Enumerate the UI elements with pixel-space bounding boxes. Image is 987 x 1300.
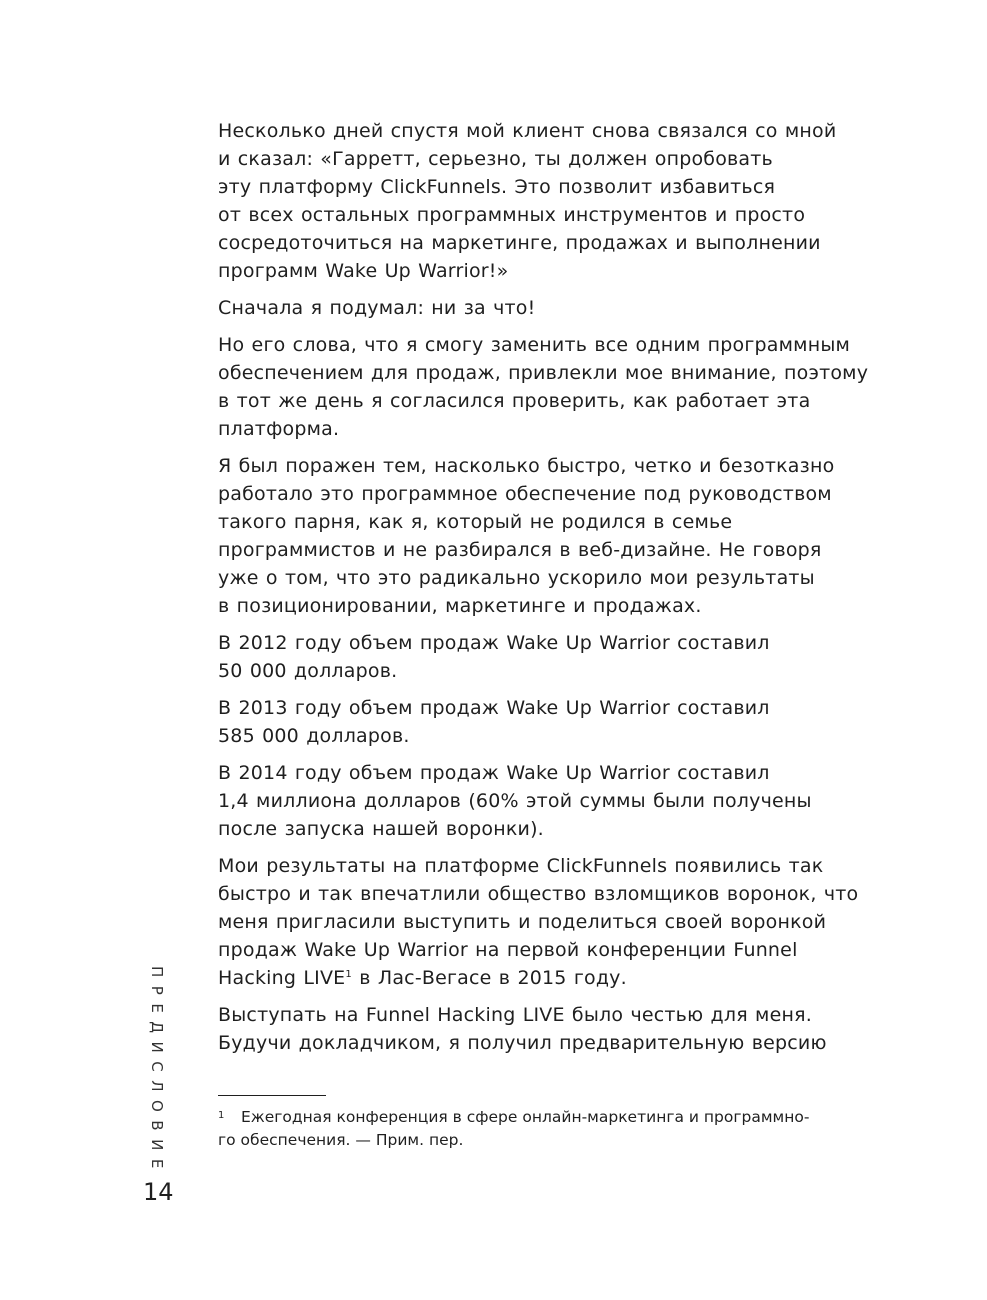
text-line: 585 000 долларов.	[218, 725, 410, 747]
paragraph	[218, 331, 868, 443]
text-line: Мои результаты на платформе ClickFunnels появились так	[218, 855, 824, 877]
text-line: в позиционировании, маркетинге и продажах.	[218, 595, 702, 617]
text-line: 1,4 миллиона долларов (60% этой суммы были получены	[218, 790, 812, 812]
text-line: Я был поражен тем, насколько быстро, четко и безотказно	[218, 455, 835, 477]
text-line: платформа.	[218, 418, 340, 440]
text-line: работало это программное обеспечение под руководством	[218, 483, 832, 505]
text-line: В 2014 году объем продаж Wake Up Warrior составил	[218, 762, 770, 784]
page-number: 14	[143, 1178, 174, 1206]
text-line: Но его слова, что я смогу заменить все одним программным	[218, 334, 851, 356]
text-line: В 2013 году объем продаж Wake Up Warrior составил	[218, 697, 770, 719]
text-line: быстро и так впечатлили общество взломщиков воронок, что	[218, 883, 859, 905]
text-line: от всех остальных программных инструментов и просто	[218, 204, 806, 226]
paragraph	[218, 117, 868, 285]
paragraph	[218, 294, 868, 322]
text-line: и сказал: «Гарретт, серьезно, ты должен опробовать	[218, 148, 773, 170]
paragraph	[218, 629, 868, 685]
text-line: после запуска нашей воронки).	[218, 818, 544, 840]
text-line: программистов и не разбирался в веб-дизайне. Не говоря	[218, 539, 822, 561]
footnote-reference[interactable]: 1	[345, 969, 352, 980]
text-line: такого парня, как я, который не родился в семье	[218, 511, 733, 533]
footnote-divider	[218, 1095, 326, 1096]
text-line: Несколько дней спустя мой клиент снова связался со мной	[218, 120, 837, 142]
text-fragment: в Лас-Вегасе в 2015 году.	[351, 967, 627, 989]
text-line: в тот же день я согласился проверить, как работает эта	[218, 390, 811, 412]
text-line: сосредоточиться на маркетинге, продажах и выполнении	[218, 232, 821, 254]
paragraph	[218, 1001, 868, 1057]
text-line: Выступать на Funnel Hacking LIVE было честью для меня.	[218, 1004, 812, 1026]
paragraph	[218, 452, 868, 620]
text-fragment: Hacking LIVE	[218, 967, 346, 989]
paragraph	[218, 759, 868, 843]
paragraph	[218, 852, 868, 992]
text-line: уже о том, что это радикально ускорило мои результаты	[218, 567, 815, 589]
text-line: меня пригласили выступить и поделиться своей воронкой	[218, 911, 827, 933]
text-line: Сначала я подумал: ни за что!	[218, 297, 536, 319]
text-line: 50 000 долларов.	[218, 660, 398, 682]
text-line: обеспечением для продаж, привлекли мое внимание, поэтому	[218, 362, 869, 384]
paragraph	[218, 694, 868, 750]
text-line: эту платформу ClickFunnels. Это позволит избавиться	[218, 176, 776, 198]
running-head: ПРЕДИСЛОВИЕ	[148, 966, 166, 1177]
text-line: В 2012 году объем продаж Wake Up Warrior составил	[218, 632, 770, 654]
footnote	[218, 1106, 878, 1152]
footnote-number: 1	[218, 1110, 225, 1121]
text-line: Будучи докладчиком, я получил предварительную версию	[218, 1032, 827, 1054]
text-line-with-footnote-ref	[218, 964, 868, 992]
body-text	[218, 117, 868, 1066]
footnote-text-line: го обеспечения. — Прим. пер.	[218, 1131, 464, 1149]
text-line: программ Wake Up Warrior!»	[218, 260, 509, 282]
footnote-text-line: Ежегодная конференция в сфере онлайн-маркетинга и программно-	[241, 1108, 810, 1126]
text-line: продаж Wake Up Warrior на первой конференции Funnel	[218, 939, 798, 961]
